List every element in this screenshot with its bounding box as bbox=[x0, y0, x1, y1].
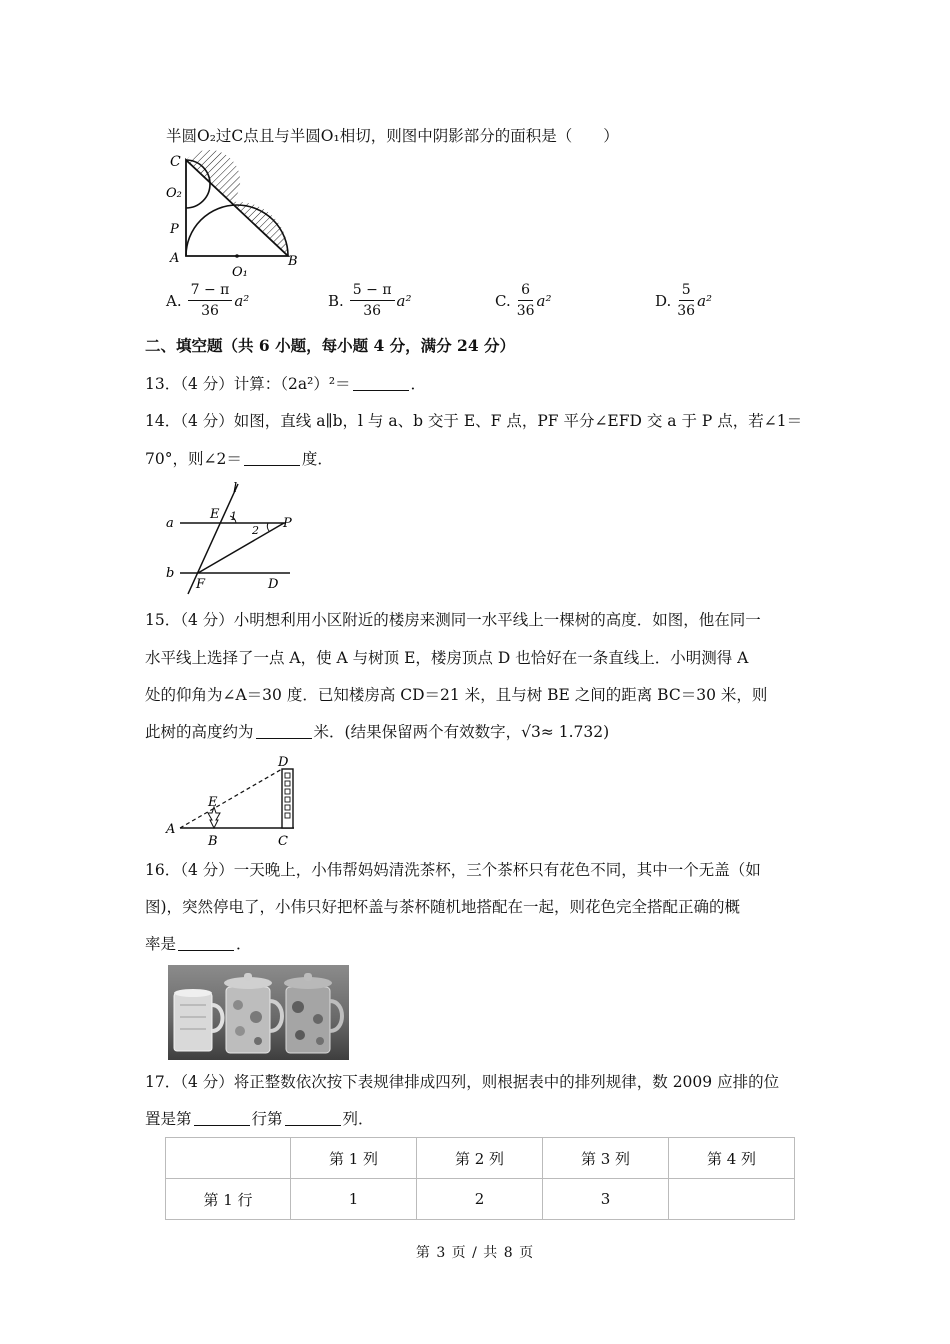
q12-option-c: C. $\frac{6}{36}$ a² bbox=[495, 282, 552, 319]
q13: 13．（4 分）计算：（2a²）²＝ ． bbox=[145, 375, 427, 393]
table-cell: 1 bbox=[291, 1179, 417, 1220]
table-cell: 2 bbox=[417, 1179, 543, 1220]
q15-answer-blank[interactable] bbox=[256, 723, 312, 739]
q14-label-1: 1 bbox=[230, 510, 237, 523]
q15-label-b: B bbox=[208, 834, 218, 849]
q12-option-a: A. $\frac{7 - \pi}{36}$ a² bbox=[166, 282, 250, 319]
table-cell bbox=[166, 1138, 291, 1179]
q17-line1: 17．（4 分）将正整数依次按下表规律排成四列，则根据表中的排列规律，数 2009 应排的位 bbox=[145, 1073, 780, 1091]
q12-label-o2: O₂ bbox=[166, 186, 182, 201]
table-row bbox=[166, 1179, 795, 1220]
q14-label-d: D bbox=[268, 577, 279, 592]
table-cell: 第 1 行 bbox=[166, 1179, 291, 1220]
q15-label-c: C bbox=[278, 834, 288, 849]
q17-table bbox=[165, 1137, 795, 1220]
q12-label-o1: O₁ bbox=[232, 265, 248, 280]
table-cell: 第 3 列 bbox=[543, 1138, 669, 1179]
q14-answer-blank[interactable] bbox=[244, 450, 300, 466]
q14-line2: 70°，则∠2＝ 度． bbox=[145, 450, 333, 468]
q15-line1: 15．（4 分）小明想利用小区附近的楼房来测同一水平线上一棵树的高度．如图，他在同一 bbox=[145, 611, 761, 629]
q14-label-l: l bbox=[233, 481, 238, 496]
q12-label-a: A bbox=[170, 251, 180, 266]
q15-line3: 处的仰角为∠A＝30 度．已知楼房高 CD＝21 米，且与树 BE 之间的距离 BC＝30 米，则 bbox=[145, 686, 768, 704]
q16-line1: 16．（4 分）一天晚上，小伟帮妈妈清洗茶杯，三个茶杯只有花色不同，其中一个无盖（如 bbox=[145, 861, 761, 879]
q14-label-2: 2 bbox=[252, 524, 259, 537]
table-cell: 第 2 列 bbox=[417, 1138, 543, 1179]
q16-line3: 率是 ． bbox=[145, 935, 252, 953]
q15-label-d: D bbox=[278, 755, 289, 770]
table-row bbox=[166, 1138, 795, 1179]
q12-label-b: B bbox=[288, 254, 298, 269]
teacups-photo bbox=[168, 965, 349, 1060]
q17-line2: 置是第 行第 列． bbox=[145, 1110, 374, 1128]
q13-answer-blank[interactable] bbox=[353, 375, 409, 391]
q16-answer-blank[interactable] bbox=[178, 935, 234, 951]
q14-label-b: b bbox=[166, 566, 175, 581]
q15-label-e: E bbox=[208, 795, 218, 810]
section-title-fill-in: 二、填空题（共 6 小题，每小题 4 分，满分 24 分） bbox=[145, 336, 516, 355]
q12-option-d: D. $\frac{5}{36}$ a² bbox=[655, 282, 713, 319]
q12-figure bbox=[160, 150, 310, 280]
q12-stem: 半圆O₂过C点且与半圆O₁相切，则图中阴影部分的面积是（ ） bbox=[166, 127, 619, 145]
q15-line2: 水平线上选择了一点 A，使 A 与树顶 E，楼房顶点 D 也恰好在一条直线上．小明测得 A bbox=[145, 649, 749, 667]
q15-label-a: A bbox=[166, 822, 176, 837]
q14-label-e: E bbox=[210, 507, 220, 522]
q16-line2: 图)，突然停电了，小伟只好把杯盖与茶杯随机地搭配在一起，则花色完全搭配正确的概 bbox=[145, 898, 741, 916]
table-cell: 3 bbox=[543, 1179, 669, 1220]
q17-row-blank[interactable] bbox=[194, 1110, 250, 1126]
q14-label-a: a bbox=[166, 516, 174, 531]
table-cell: 第 4 列 bbox=[669, 1138, 795, 1179]
q17-col-blank[interactable] bbox=[285, 1110, 341, 1126]
q12-label-p: P bbox=[170, 222, 179, 237]
table-cell: 第 1 列 bbox=[291, 1138, 417, 1179]
q15-line4: 此树的高度约为 米．(结果保留两个有效数字，√3≈ 1.732) bbox=[145, 723, 610, 741]
q14-figure bbox=[160, 478, 310, 598]
page-footer: 第 3 页 / 共 8 页 bbox=[415, 1245, 535, 1261]
q12-option-b: B. $\frac{5 - \pi}{36}$ a² bbox=[328, 282, 412, 319]
q14-line1: 14．（4 分）如图，直线 a∥b，l 与 a、b 交于 E、F 点，PF 平分∠EFD 交 a 于 P 点，若∠1＝ bbox=[145, 412, 803, 430]
q14-label-p: P bbox=[283, 516, 292, 531]
table-cell bbox=[669, 1179, 795, 1220]
q14-label-f: F bbox=[196, 577, 206, 592]
q15-figure bbox=[162, 752, 312, 852]
q12-label-c: C bbox=[170, 154, 181, 170]
